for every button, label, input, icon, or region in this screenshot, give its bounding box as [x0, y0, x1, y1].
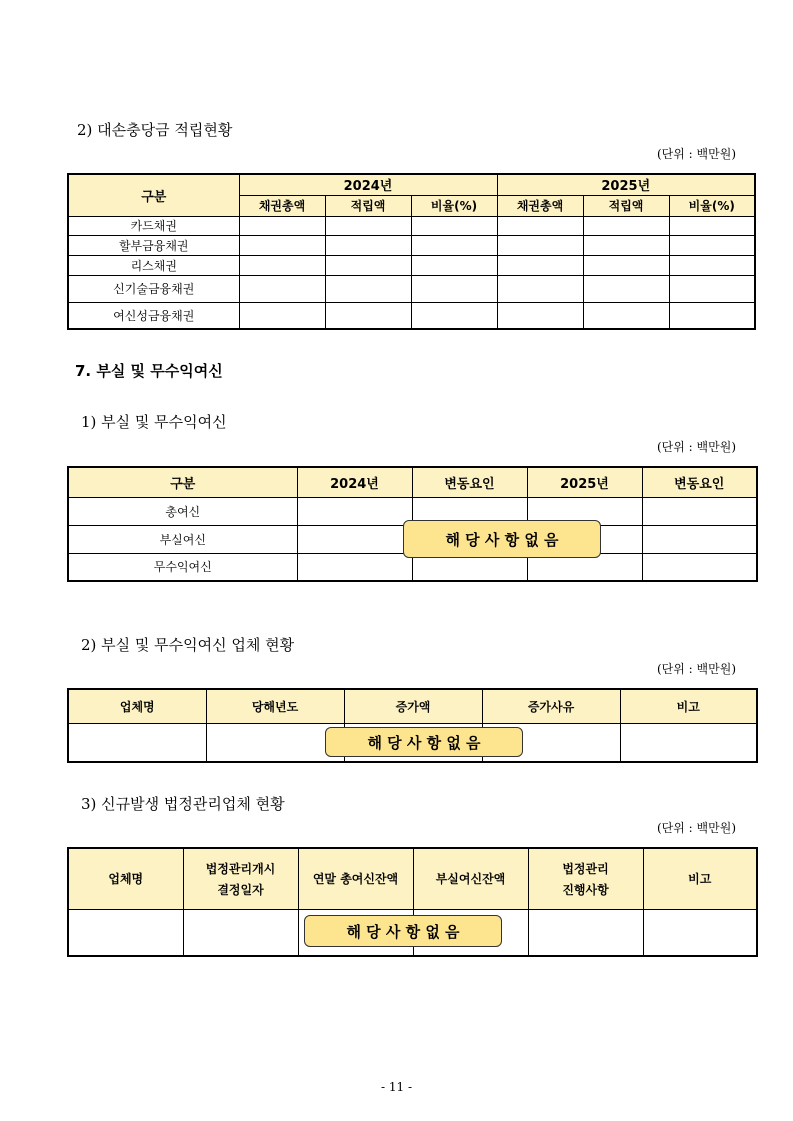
- table-cell: [411, 255, 497, 275]
- header-remarks: 비고: [620, 689, 757, 723]
- table-cell: [239, 275, 325, 302]
- row-label: 부실여신: [68, 525, 297, 553]
- table-cell: [642, 553, 757, 581]
- table-cell: [583, 216, 669, 235]
- table-cell: [68, 723, 206, 762]
- unit-label: (단위 : 백만원): [657, 440, 736, 454]
- no-data-badge: 해 당 사 항 없 음: [403, 520, 601, 558]
- header-change-factor: 변동요인: [412, 467, 527, 497]
- table-cell: [669, 216, 755, 235]
- table-cell: [528, 909, 643, 956]
- row-label: 신기술금융채권: [68, 275, 239, 302]
- table-cell: [325, 216, 411, 235]
- section-heading-npl: 1) 부실 및 무수익여신: [81, 413, 227, 431]
- header-increase-amount: 증가액: [344, 689, 482, 723]
- header-increase-reason: 증가사유: [482, 689, 620, 723]
- table-cell: [297, 553, 412, 581]
- table-row: [68, 302, 755, 329]
- table-cell: [497, 235, 583, 255]
- header-year-2024: 2024년: [239, 174, 497, 195]
- header-reserve: 적립액: [583, 195, 669, 216]
- unit-label: (단위 : 백만원): [657, 821, 736, 835]
- table-cell: [669, 235, 755, 255]
- table-cell: [497, 302, 583, 329]
- header-category: 구분: [68, 174, 239, 216]
- table-cell: [325, 302, 411, 329]
- table-cell: [411, 302, 497, 329]
- header-line: 결정일자: [217, 882, 264, 897]
- header-line: 진행사항: [562, 882, 609, 897]
- table-cell: [583, 302, 669, 329]
- table-cell: [583, 235, 669, 255]
- no-data-badge: 해 당 사 항 없 음: [325, 727, 523, 757]
- header-category: 구분: [68, 467, 297, 497]
- table-cell: [669, 302, 755, 329]
- table-row: [68, 255, 755, 275]
- table-cell: [497, 275, 583, 302]
- table-cell: [497, 255, 583, 275]
- table-cell: [325, 235, 411, 255]
- section-title-7: 7. 부실 및 무수익여신: [75, 362, 223, 380]
- table-cell: [239, 235, 325, 255]
- table-cell: [297, 525, 412, 553]
- header-company-name: 업체명: [68, 689, 206, 723]
- table-cell: [497, 216, 583, 235]
- section-heading-npl-company: 2) 부실 및 무수익여신 업체 현황: [81, 636, 295, 654]
- header-year-2025: 2025년: [527, 467, 642, 497]
- table-row: [68, 216, 755, 235]
- table-cell: [643, 909, 757, 956]
- header-line: 법정관리개시: [205, 861, 276, 876]
- header-remarks: 비고: [643, 848, 757, 909]
- page-number: - 11 -: [380, 1080, 412, 1094]
- header-change-factor: 변동요인: [642, 467, 757, 497]
- unit-label: (단위 : 백만원): [657, 662, 736, 676]
- row-label: 무수익여신: [68, 553, 297, 581]
- table-cell: [583, 255, 669, 275]
- table-cell: [325, 275, 411, 302]
- table-cell: [411, 216, 497, 235]
- section-heading-allowance: 2) 대손충당금 적립현황: [77, 121, 233, 139]
- table-cell: [239, 302, 325, 329]
- header-total-bonds: 채권총액: [497, 195, 583, 216]
- header-ratio: 비율(%): [411, 195, 497, 216]
- table-cell: [239, 255, 325, 275]
- header-year-2025: 2025년: [497, 174, 755, 195]
- table-cell: [183, 909, 298, 956]
- table-row: [68, 235, 755, 255]
- table-cell: [669, 275, 755, 302]
- table-row: [68, 275, 755, 302]
- unit-label: (단위 : 백만원): [657, 147, 736, 161]
- row-label: 여신성금융채권: [68, 302, 239, 329]
- table-cell: [239, 216, 325, 235]
- row-label: 리스채권: [68, 255, 239, 275]
- table-cell: [411, 235, 497, 255]
- header-legal-progress: [528, 848, 643, 909]
- no-data-badge: 해 당 사 항 없 음: [304, 915, 502, 947]
- table-cell: [411, 275, 497, 302]
- header-year-end-loans: 연말 총여신잔액: [298, 848, 413, 909]
- table-cell: [325, 255, 411, 275]
- table-cell: [583, 275, 669, 302]
- header-line: 법정관리: [562, 861, 609, 876]
- table-cell: [68, 909, 183, 956]
- table-cell: [642, 525, 757, 553]
- header-company-name: 업체명: [68, 848, 183, 909]
- row-label: 카드채권: [68, 216, 239, 235]
- allowance-table: [67, 173, 756, 330]
- header-total-bonds: 채권총액: [239, 195, 325, 216]
- table-cell: [669, 255, 755, 275]
- section-heading-legal: 3) 신규발생 법정관리업체 현황: [81, 795, 285, 813]
- table-cell: [620, 723, 757, 762]
- header-reserve: 적립액: [325, 195, 411, 216]
- header-npl-balance: 부실여신잔액: [413, 848, 528, 909]
- header-legal-start-date: [183, 848, 298, 909]
- row-label: 총여신: [68, 497, 297, 525]
- header-ratio: 비율(%): [669, 195, 755, 216]
- header-current-year: 당해년도: [206, 689, 344, 723]
- table-cell: [642, 497, 757, 525]
- header-year-2024: 2024년: [297, 467, 412, 497]
- table-cell: [206, 723, 344, 762]
- row-label: 할부금융채권: [68, 235, 239, 255]
- table-cell: [297, 497, 412, 525]
